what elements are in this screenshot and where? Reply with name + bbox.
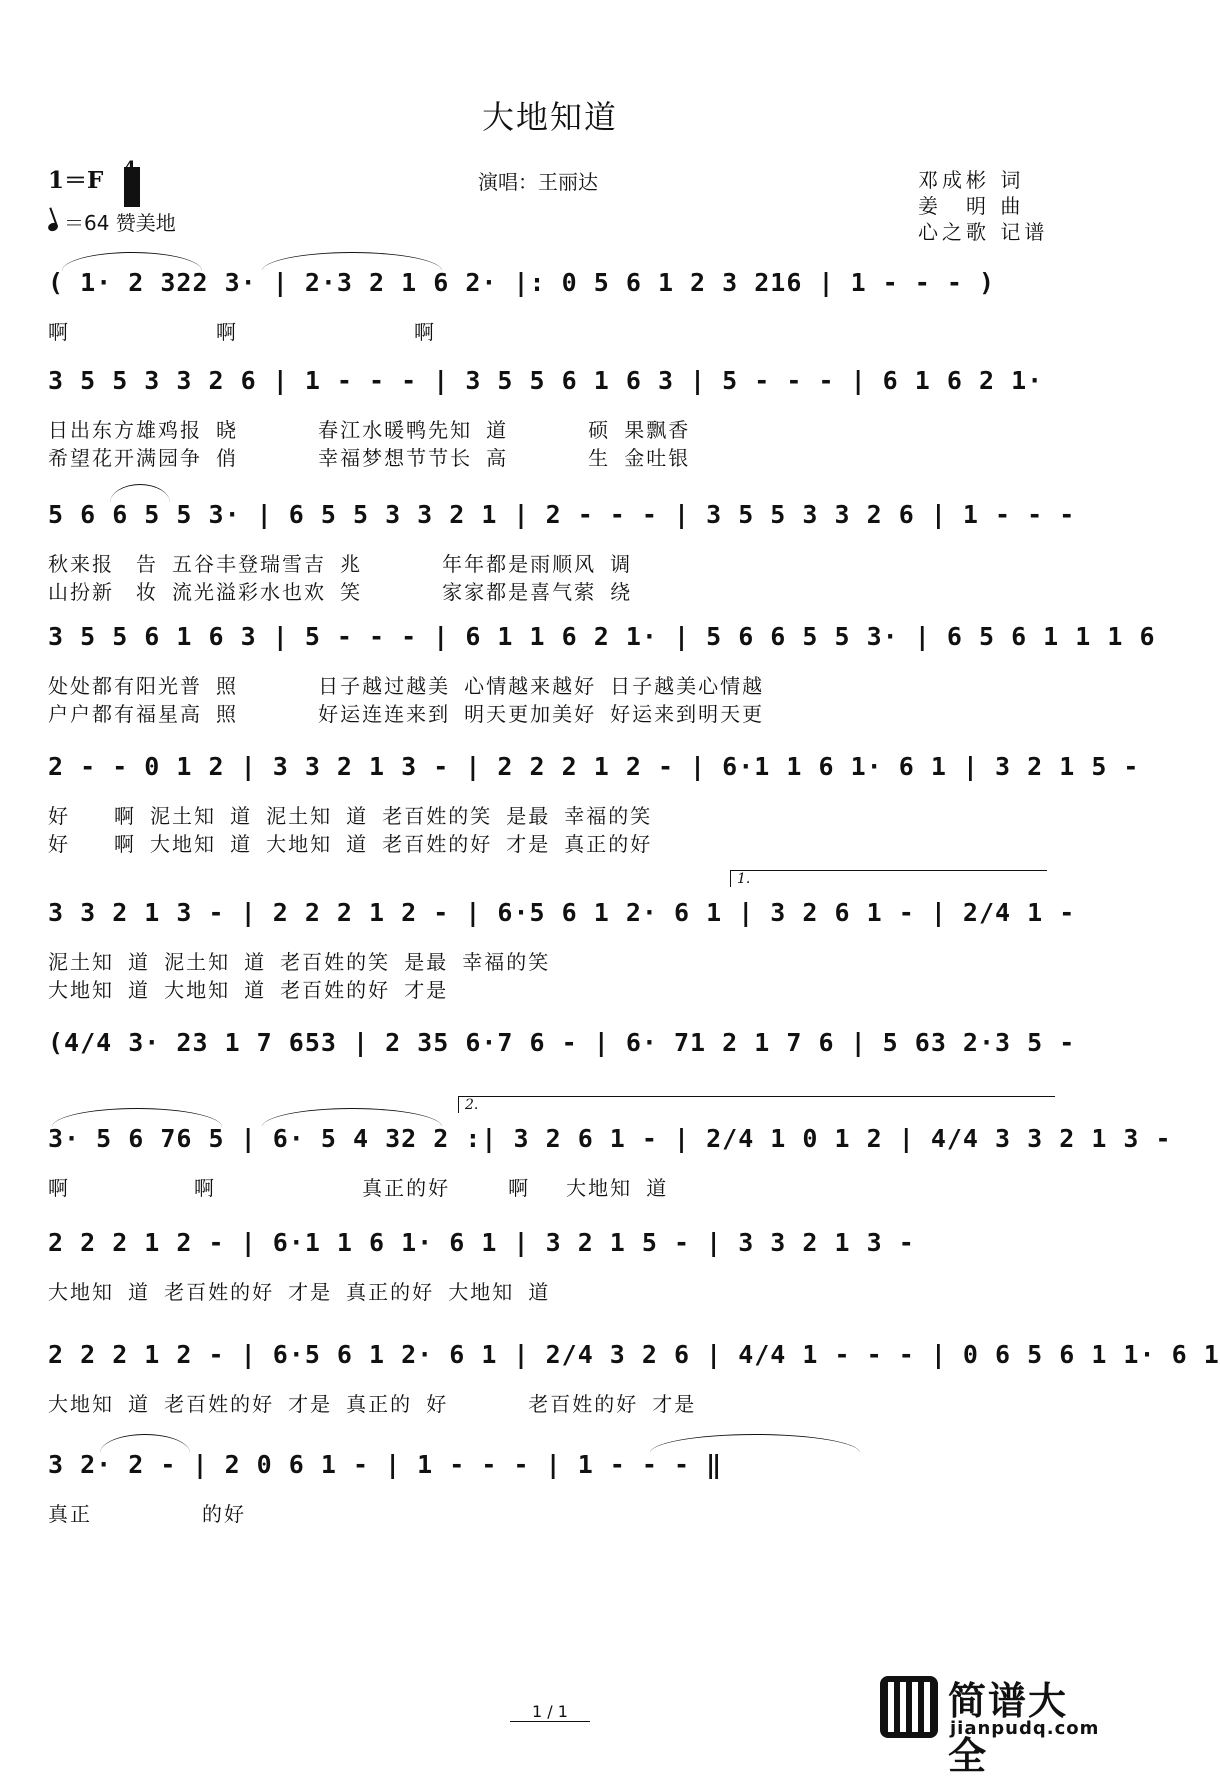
time-signature bbox=[124, 160, 136, 194]
key-signature: 1＝F bbox=[48, 167, 104, 194]
notation-line: (4/4 3· 23 1 7 653 | 2 35 6·7 6 - | 6· 71 2 1 7 6 | 5 63 2·3 5 - bbox=[48, 1028, 1076, 1057]
page-number-text: 1 / 1 bbox=[510, 1702, 590, 1722]
notation-line: 2 - - 0 1 2 | 3 3 2 1 3 - | 2 2 2 1 2 - | 6·1 1 6 1· 6 1 | 3 2 1 5 - bbox=[48, 752, 1140, 781]
notation-line: 3 5 5 6 1 6 3 | 5 - - - | 6 1 1 6 2 1· | 5 6 6 5 5 3· | 6 5 6 1 1 1 6 bbox=[48, 622, 1156, 651]
brand-url: jianpudq.com bbox=[950, 1718, 1100, 1739]
score-system bbox=[0, 1440, 1100, 1555]
lyric-line-1: 日出东方雄鸡报 晓 春江水暖鸭先知 道 硕 果飘香 bbox=[48, 418, 691, 442]
notation-line: 3 3 2 1 3 - | 2 2 2 1 2 - | 6·5 6 1 2· 6 1 | 3 2 6 1 - | 2/4 1 - bbox=[48, 898, 1076, 927]
composer-credit: 姜 明 曲 bbox=[918, 194, 1025, 218]
lyric-line-1: 大地知 道 老百姓的好 才是 真正的好 大地知 道 bbox=[48, 1280, 551, 1304]
tempo-text: ＝64 赞美地 bbox=[64, 211, 176, 235]
lyric-line-1: 处处都有阳光普 照 日子越过越美 心情越来越好 日子越美心情越 bbox=[48, 674, 765, 698]
score-system bbox=[0, 742, 1140, 857]
score-system bbox=[0, 1218, 1100, 1333]
lyric-line-1: 泥土知 道 泥土知 道 老百姓的笑 是最 幸福的笑 bbox=[48, 950, 551, 974]
score-system bbox=[0, 871, 1100, 1003]
notation-line: 2 2 2 1 2 - | 6·5 6 1 2· 6 1 | 2/4 3 2 6 | 4/4 1 - - - | 0 6 5 6 1 1· 6 1 bbox=[48, 1340, 1220, 1369]
score-system bbox=[0, 1097, 1172, 1229]
brand-name: 简谱大全 bbox=[948, 1679, 1069, 1778]
notation-line: 2 2 2 1 2 - | 6·1 1 6 1· 6 1 | 3 2 1 5 - | 3 3 2 1 3 - bbox=[48, 1228, 915, 1257]
tempo-marking bbox=[48, 207, 176, 236]
piano-keys-icon bbox=[880, 1676, 938, 1738]
score-system bbox=[0, 356, 1100, 471]
lyric-line-1: 啊 啊 啊 bbox=[48, 320, 437, 344]
notation-line: 3· 5 6 76 5 | 6· 5 4 32 2 :| 3 2 6 1 - | 2/4 1 0 1 2 | 4/4 3 3 2 1 3 - bbox=[48, 1124, 1172, 1153]
lyric-line-2: 大地知 道 大地知 道 老百姓的好 才是 bbox=[48, 978, 449, 1002]
notation-line: 3 5 5 3 3 2 6 | 1 - - - | 3 5 5 6 1 6 3 | 5 - - - | 6 1 6 2 1· bbox=[48, 366, 1044, 395]
quarter-note-icon bbox=[47, 221, 59, 232]
lyricist-credit: 邓成彬 词 bbox=[918, 168, 1025, 192]
lyric-line-1: 秋来报 告 五谷丰登瑞雪吉 兆 年年都是雨顺风 调 bbox=[48, 552, 633, 576]
lyric-line-1: 大地知 道 老百姓的好 才是 真正的 好 老百姓的好 才是 bbox=[48, 1392, 697, 1416]
lyric-line-2: 户户都有福星高 照 好运连连来到 明天更加美好 好运来到明天更 bbox=[48, 702, 765, 726]
lyric-line-2: 希望花开满园争 俏 幸福梦想节节长 高 生 金吐银 bbox=[48, 446, 691, 470]
lyric-line-1: 好 啊 泥土知 道 泥土知 道 老百姓的笑 是最 幸福的笑 bbox=[48, 804, 653, 828]
lyric-line-1: 真正 的好 bbox=[48, 1502, 246, 1526]
score-system bbox=[0, 490, 1100, 605]
transcriber-credit: 心之歌 记谱 bbox=[918, 220, 1049, 244]
lyric-line-2: 好 啊 大地知 道 大地知 道 老百姓的好 才是 真正的好 bbox=[48, 832, 653, 856]
score-system bbox=[0, 1330, 1220, 1445]
lyric-line-2: 山扮新 妆 流光溢彩水也欢 笑 家家都是喜气萦 绕 bbox=[48, 580, 633, 604]
notation-line: 5 6 6 5 5 3· | 6 5 5 3 3 2 1 | 2 - - - | 3 5 5 3 3 2 6 | 1 - - - bbox=[48, 500, 1076, 529]
song-title: 大地知道 bbox=[481, 98, 618, 136]
site-logo bbox=[880, 1668, 1100, 1778]
first-ending: 1. bbox=[730, 870, 1047, 887]
score-system bbox=[0, 612, 1156, 727]
singer-credit: 演唱：王丽达 bbox=[478, 170, 598, 194]
notation-line: 3 2· 2 - | 2 0 6 1 - | 1 - - - | 1 - - - ‖ bbox=[48, 1450, 723, 1479]
second-ending: 2. bbox=[458, 1096, 1055, 1113]
notation-line: ( 1· 2 322 3· | 2·3 2 1 6 2· |: 0 5 6 1 2 3 216 | 1 - - - ) bbox=[48, 268, 996, 297]
lyric-line-1: 啊 啊 真正的好 啊 大地知 道 bbox=[48, 1176, 669, 1200]
